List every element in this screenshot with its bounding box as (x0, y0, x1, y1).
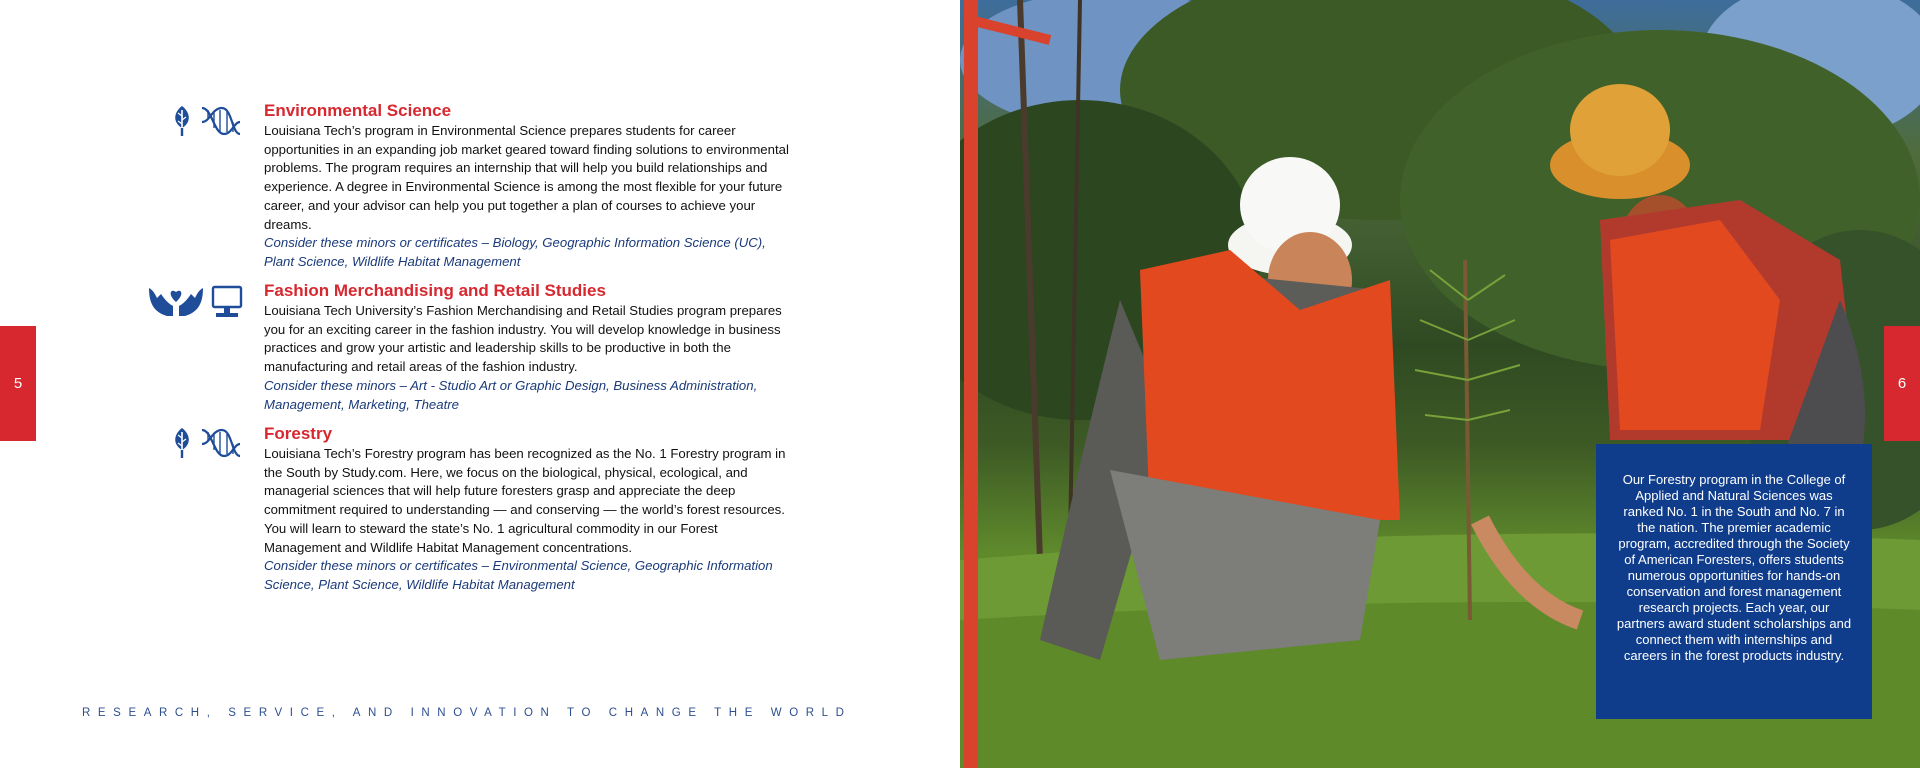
leaf-icon (170, 426, 194, 460)
page-number: 6 (1897, 375, 1907, 392)
hands-icon (147, 284, 205, 320)
caption-box (1596, 444, 1872, 719)
section-body: Louisiana Tech’s program in Environmental Science prepares students for career opportunities in an expanding job market geared toward finding solutions to environmental problems. The program requires an internship that will help you build relationships and experience. A degree in Environmental Science is among the most flexible for your future career, and your advisor can help you put together a plan of courses to achieve your dreams. (264, 123, 789, 232)
page-number-tab (0, 326, 36, 441)
section-title: Environmental Science (264, 101, 452, 120)
section-minors: Consider these minors – Art - Studio Art or Graphic Design, Business Administration, Management, Marketing, Theatre (264, 377, 758, 412)
page-number: 5 (13, 375, 23, 392)
page-number-tab (1884, 326, 1920, 441)
section-minors: Consider these minors or certificates – Biology, Geographic Information Science (UC), Plant Science, Wildlife Habitat Management (264, 235, 766, 269)
section-icons (170, 104, 242, 138)
section-minors: Consider these minors or certificates – Environmental Science, Geographic Information Science, Plant Science, Wildlife Habitat Management (264, 558, 773, 592)
right-page (960, 0, 1920, 768)
caption-text: Our Forestry program in the College of Applied and Natural Sciences was ranked No. 1 in the South and No. 7 in the nation. The premier academic program, accredited through the Society of American Foresters, offers students numerous opportunities for hands-on conservation and forest management research projects. Each year, our partners award student scholarships and connect them with internships and careers in the forest products industry. (1616, 472, 1852, 663)
section-fashion-merchandising (264, 281, 794, 414)
section-title: Fashion Merchandising and Retail Studies (264, 281, 606, 300)
section-environmental-science (264, 101, 794, 272)
section-icons (147, 284, 243, 320)
section-body: Louisiana Tech University’s Fashion Merchandising and Retail Studies program prepares you for an exciting career in the fashion industry. You will develop knowledge in business practices and grow your artistic and leadership skills to be productive in both the manufacturing and retail areas of the fashion industry. (264, 303, 782, 375)
section-body: Louisiana Tech’s Forestry program has been recognized as the No. 1 Forestry program in the South by Study.com. Here, we focus on the biological, physical, ecological, and managerial sciences that will help future foresters grasp and appreciate the deep commitment required to understanding — and conserving — the world’s forest resources. You will learn to steward the state’s No. 1 agricultural commodity in our Forest Management and Wildlife Habitat Management concentrations. (264, 446, 786, 555)
section-title: Forestry (264, 424, 333, 443)
dna-icon (200, 426, 242, 460)
dna-icon (200, 104, 242, 138)
section-icons (170, 426, 242, 460)
footer-tagline: RESEARCH, SERVICE, AND INNOVATION TO CHANGE THE WORLD (82, 707, 852, 719)
section-forestry (264, 424, 794, 595)
computer-icon (211, 284, 243, 320)
leaf-icon (170, 104, 194, 138)
